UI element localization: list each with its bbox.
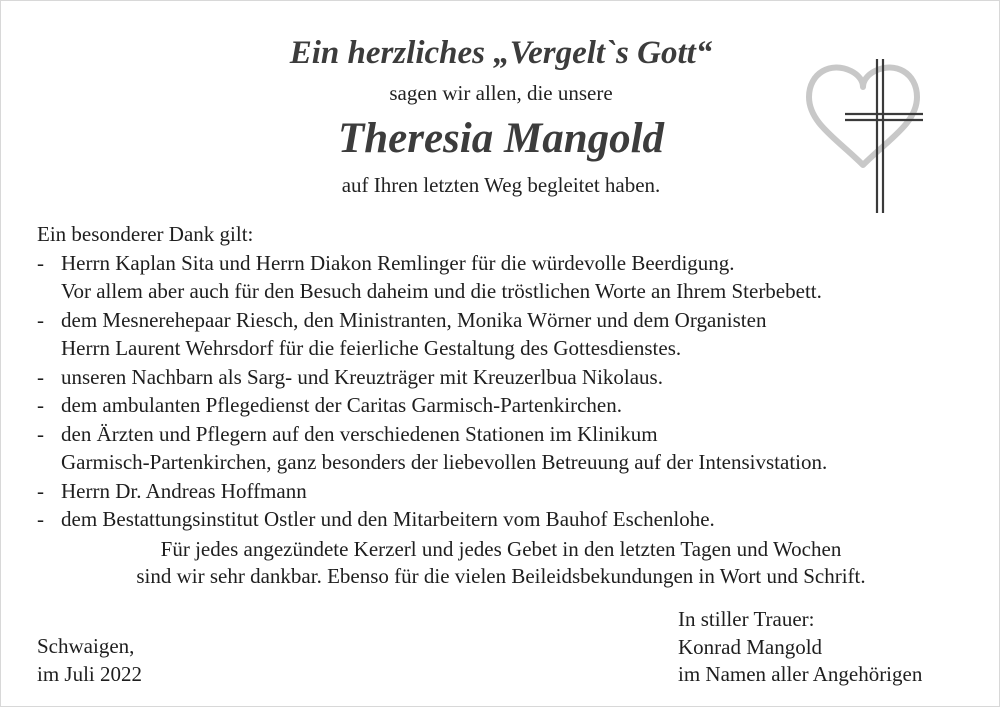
deceased-name: Theresia Mangold [337, 115, 665, 162]
notice-subline: sagen wir allen, die unsere [389, 81, 613, 105]
list-dash: - [37, 478, 44, 503]
list-item-line: den Ärzten und Pflegern auf den verschiedenen Stationen im Klinikum [61, 421, 658, 446]
list-item [37, 306, 977, 363]
list-item [37, 391, 977, 420]
thanks-intro: Ein besonderer Dank gilt: [37, 222, 254, 246]
list-item [37, 420, 977, 477]
list-item-line: Herrn Kaplan Sita und Herrn Diakon Remlinger für die würdevolle Beerdigung. [61, 250, 735, 275]
thanks-section [37, 220, 977, 534]
heart-cross-emblem [801, 59, 926, 224]
list-dash: - [37, 250, 44, 275]
list-item-line: dem ambulanten Pflegedienst der Caritas Garmisch-Partenkirchen. [61, 393, 622, 417]
signature-block [678, 606, 922, 689]
notice-heading: Ein herzliches „Vergelt`s Gott“ [289, 35, 713, 71]
list-item [37, 477, 977, 506]
list-item-line: Garmisch-Partenkirchen, ganz besonders der liebevollen Betreuung auf der Intensivstation. [61, 450, 828, 474]
list-item-line: dem Bestattungsinstitut Ostler und den Mitarbeitern vom Bauhof Eschenlohe. [61, 507, 715, 531]
list-dash: - [37, 421, 44, 446]
list-dash: - [37, 507, 44, 531]
notice-subline-2: auf Ihren letzten Weg begleitet haben. [341, 173, 661, 197]
list-dash: - [37, 393, 44, 417]
list-item-line: dem Mesnerehepaar Riesch, den Ministranten, Monika Wörner und dem Organisten [61, 307, 767, 332]
list-item-line: Vor allem aber auch für den Besuch daheim und die tröstlichen Worte an Ihrem Sterbebett. [61, 279, 822, 303]
list-dash: - [37, 364, 44, 389]
closing-line: Für jedes angezündete Kerzerl und jedes Gebet in den letzten Tagen und Wochen [160, 537, 842, 561]
closing-statement [1, 536, 1000, 590]
place: Schwaigen, [37, 634, 135, 658]
list-item-line: unseren Nachbarn als Sarg- und Kreuzträger mit Kreuzerlbua Nikolaus. [61, 364, 663, 389]
list-item-line: Herrn Laurent Wehrsdorf für die feierliche Gestaltung des Gottesdienstes. [61, 336, 682, 360]
list-item [37, 249, 977, 306]
list-item-line: Herrn Dr. Andreas Hoffmann [61, 478, 307, 503]
list-item [37, 505, 977, 534]
date: im Juli 2022 [37, 661, 143, 686]
signature-note: im Namen aller Angehörigen [678, 662, 923, 686]
closing-line: sind wir sehr dankbar. Ebenso für die vielen Beileidsbekundungen in Wort und Schrift. [136, 564, 866, 588]
list-item [37, 363, 977, 392]
list-dash: - [37, 307, 44, 332]
signature-name: Konrad Mangold [678, 634, 823, 659]
heart-outline-icon [809, 67, 917, 165]
place-date [37, 633, 142, 688]
thanks-list [37, 249, 977, 534]
signature-label: In stiller Trauer: [678, 607, 815, 631]
